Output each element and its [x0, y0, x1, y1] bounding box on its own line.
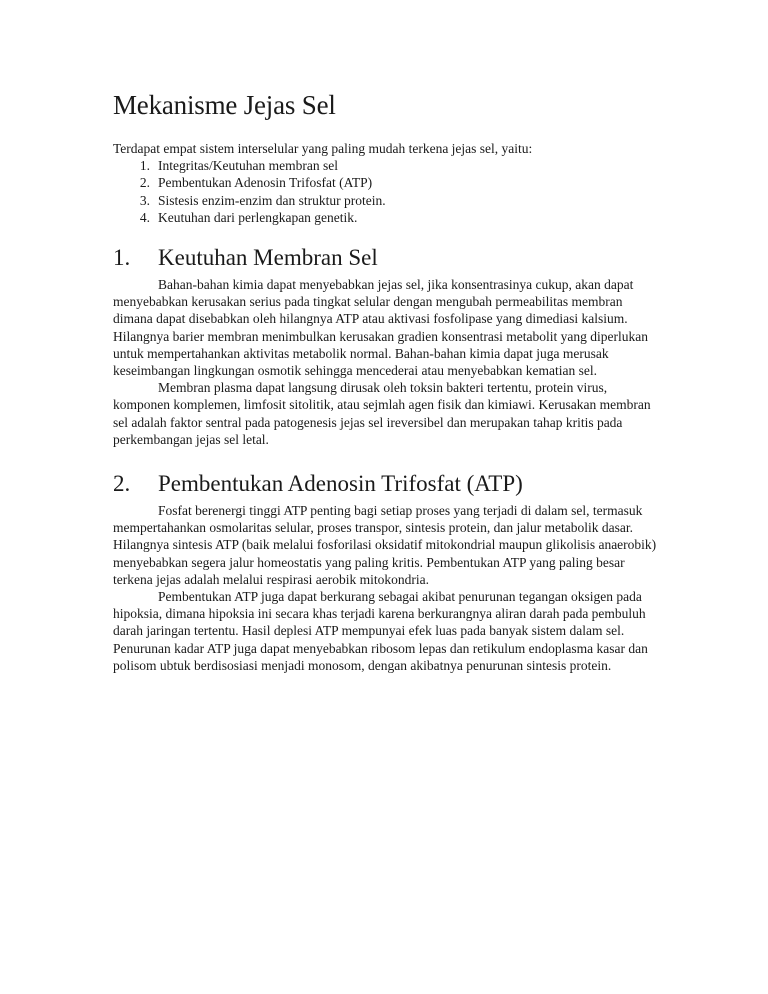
list-item-text: Keutuhan dari perlengkapan genetik. [158, 209, 358, 225]
section-paragraph: Pembentukan ATP juga dapat berkurang sebagai akibat penurunan tegangan oksigen pada hipoksia, dimana hipoksia ini secara khas terjadi karena berkurangnya aliran darah pada pembuluh darah jaringan tertentu. Hasil deplesi ATP mempunyai efek luas pada banyak sistem dalam sel. Penurunan kadar ATP juga dapat menyebabkan ribosom lepas dan retikulum endoplasma kasar dan polisom ubtuk berdisosiasi menjadi monosom, dengan akibatnya penurunan sintesis protein. [113, 589, 648, 673]
document-page [113, 88, 658, 674]
list-item-text: Pembentukan Adenosin Trifosfat (ATP) [158, 175, 373, 191]
section-heading [113, 244, 658, 272]
list-item [113, 157, 658, 174]
list-item-text: Sistesis enzim-enzim dan struktur protein. [158, 192, 386, 208]
document-title: Mekanisme Jejas Sel [113, 90, 336, 120]
section-membrane [113, 244, 658, 448]
intro-text: Terdapat empat sistem interselular yang paling mudah terkena jejas sel, yaitu: [113, 141, 533, 156]
list-item [113, 192, 658, 209]
intro-list [113, 157, 658, 226]
list-item-number: 4. [139, 209, 150, 225]
list-item-text: Integritas/Keutuhan membran sel [158, 158, 338, 174]
section-title: Pembentukan Adenosin Trifosfat (ATP) [158, 471, 523, 497]
section-paragraph: Fosfat berenergi tinggi ATP penting bagi setiap proses yang terjadi di dalam sel, termasuk mempertahankan osmolaritas selular, proses transpor, sintesis protein, dan jalur metabolik dasar. Hilangnya sintesis ATP (baik melalui fosforilasi oksidatif mitokondrial maupun glikolisis anaerobik) menyebabkan segera jalur homeostatis yang paling kritis. Pembentukan ATP yang paling besar terkena jejas adalah melalui respirasi aerobik mitokondria. [113, 503, 657, 587]
list-item-number: 2. [139, 175, 150, 191]
list-item [113, 174, 658, 191]
section-number: 1. [113, 245, 131, 271]
section-paragraph: Bahan-bahan kimia dapat menyebabkan jejas sel, jika konsentrasinya cukup, akan dapat menyebabkan kerusakan serius pada tingkat selular dengan mengubah permeabilitas membran dimana dapat disebabkan oleh hilangnya ATP atau aktivasi fosfolipase yang dimediasi kalsium. Hilangnya barier membran menimbulkan kerusakan gradien konsentrasi metabolit yang diperlukan untuk mempertahankan aktivitas metabolik normal. Bahan-bahan kimia dapat juga merusak keseimbangan lingkungan osmotik sehingga mencederai atau menyebabkan kematian sel. [113, 277, 648, 379]
section-title: Keutuhan Membran Sel [158, 245, 378, 271]
list-item-number: 3. [139, 192, 150, 208]
section-heading [113, 470, 658, 498]
section-paragraph: Membran plasma dapat langsung dirusak oleh toksin bakteri tertentu, protein virus, komponen komplemen, limfosit sitolitik, atau sejmlah agen fisik dan kimiawi. Kerusakan membran sel adalah faktor sentral pada patogenesis jejas sel ireversibel dan merupakan tahap kritis pada perkembangan jejas sel letal. [113, 380, 651, 447]
section-atp [113, 470, 658, 674]
list-item [113, 209, 658, 226]
list-item-number: 1. [139, 158, 150, 174]
section-number: 2. [113, 471, 131, 497]
